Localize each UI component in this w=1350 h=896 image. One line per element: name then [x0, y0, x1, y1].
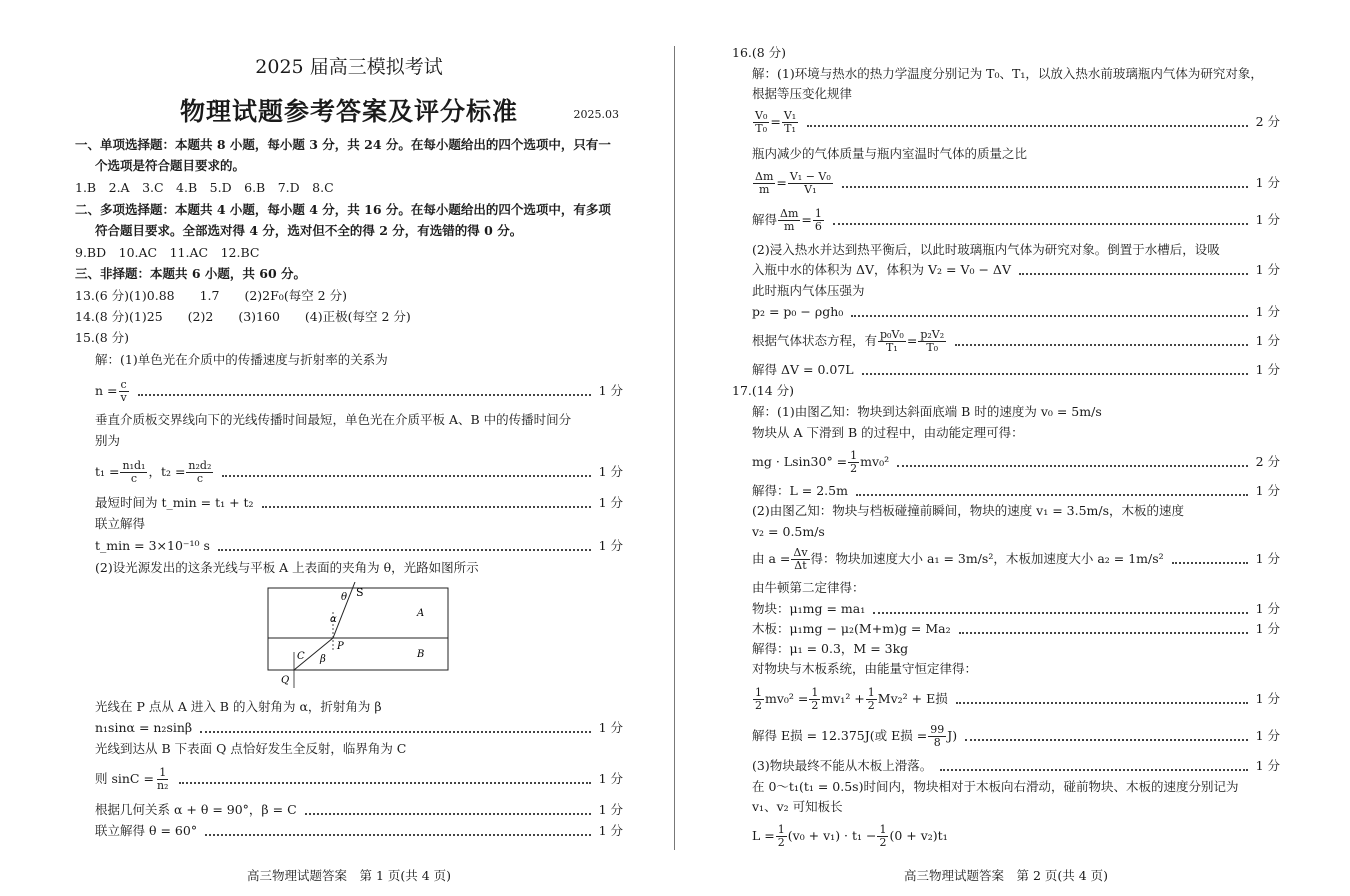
q17-eq-1: mg · Lsin30° = $\frac{1}{2}$ mv₀² 2 分 [752, 448, 1280, 475]
section-3-heading: 三、非择题：本题共 6 小题，共 60 分。 [75, 266, 307, 281]
q14-answer: 14.(8 分)(1)25 (2)2 (3)160 (4)正极(每空 2 分) [75, 309, 411, 324]
q16-eq-4: 入瓶中水的体积为 ΔV，体积为 V₂ = V₀ − ΔV 1 分 [752, 262, 1280, 277]
q17-eq-2: 解得：L = 2.5m 1 分 [752, 483, 1280, 498]
light-path-diagram [267, 582, 467, 692]
q17-line: 解得：μ₁ = 0.3，M = 3kg [752, 641, 909, 656]
label-alpha: α [330, 614, 337, 625]
label-C: C [297, 651, 305, 662]
label-beta: β [320, 654, 326, 665]
q16-heading: 16.(8 分) [732, 45, 787, 60]
q16-eq-6: 根据气体状态方程，有 $\frac{\text{p₀V₀}}{\text{T₁}}$ = $\frac{\text{p₂V₂}}{\text{T₀}}$ 1 分 [752, 327, 1280, 354]
q15-eq-2: t₁ = $\frac{\text{n₁d₁}}{c}$ ，t₂ = $\frac{\text{n₂d₂}}{c}$ 1 分 [95, 458, 623, 485]
q15-line: 光线在 P 点从 A 进入 B 的入射角为 α，折射角为 β [95, 699, 382, 714]
q16-line: 瓶内减少的气体质量与瓶内室温时气体的质量之比 [752, 146, 1028, 161]
q15-eq-4: t_min = 3×10⁻¹⁰ s 1 分 [95, 538, 623, 553]
answers-9-12: 9.BD 10.AC 11.AC 12.BC [75, 245, 260, 260]
q17-heading: 17.(14 分) [732, 383, 795, 398]
q16-line: 此时瓶内气体压强为 [752, 283, 865, 298]
q13-answer: 13.(6 分)(1)0.88 1.7 (2)2F₀(每空 2 分) [75, 288, 347, 303]
q15-line: 解：(1)单色光在介质中的传播速度与折射率的关系为 [95, 352, 388, 367]
q16-eq-7: 解得 ΔV = 0.07L 1 分 [752, 362, 1280, 377]
q16-eq-1: $\frac{\text{V₀}}{\text{T₀}}$ = $\frac{\text{V₁}}{\text{T₁}}$ 2 分 [755, 108, 1280, 135]
q15-line: 别为 [95, 433, 121, 448]
label-S: S [356, 586, 364, 599]
label-P: P [337, 641, 344, 652]
q15-eq-7: 根据几何关系 α + θ = 90°，β = C 1 分 [95, 802, 623, 817]
q17-eq-9: L = $\frac{1}{2}$ (v₀ + v₁) · t₁ − $\frac{1}{2}$ (0 + v₂)t₁ [752, 822, 948, 849]
q17-eq-5: 木板：μ₁mg − μ₂(M+m)g = Ma₂ 1 分 [752, 621, 1280, 636]
q16-line: 解：(1)环境与热水的热力学温度分别记为 T₀、T₁，以放入热水前玻璃瓶内气体为研究对象， [752, 66, 1263, 81]
q15-eq-6: 则 sinC = $\frac{1}{\text{n₂}}$ 1 分 [95, 765, 623, 792]
label-B: B [417, 649, 425, 660]
main-title: 物理试题参考答案及评分标准 [179, 97, 518, 126]
answers-1-8: 1.B 2.A 3.C 4.B 5.D 6.B 7.D 8.C [75, 180, 334, 195]
section-2-heading-cont: 符合题目要求。全部选对得 4 分，选对但不全的得 2 分，有选错的得 0 分。 [95, 223, 523, 238]
q15-line: 垂直介质板交界线向下的光线传播时间最短，单色光在介质平板 A、B 中的传播时间分 [95, 412, 572, 427]
q15-line: (2)设光源发出的这条光线与平板 A 上表面的夹角为 θ，光路如图所示 [95, 560, 479, 575]
q17-eq-8: (3)物块最终不能从木板上滑落。 1 分 [752, 758, 1280, 773]
q15-eq-5: n₁sinα = n₂sinβ 1 分 [95, 720, 623, 735]
q16-line: 根据等压变化规律 [752, 86, 853, 101]
section-1-heading-cont: 个选项是符合题目要求的。 [95, 158, 246, 173]
right-page [732, 0, 1280, 896]
q16-eq-2: $\frac{\Delta m}{m}$ = $\frac{\text{V₁ − V₀}}{\text{V₁}}$ 1 分 [755, 169, 1280, 196]
q17-line: (2)由图乙知：物块与档板碰撞前瞬间，物块的速度 v₁ = 3.5m/s，木板的速度 [752, 503, 1185, 518]
q15-line: 联立解得 [95, 516, 146, 531]
column-divider [674, 46, 675, 850]
page-footer-right: 高三物理试题答案 第 2 页(共 4 页) [903, 868, 1109, 883]
q15-heading: 15.(8 分) [75, 330, 130, 345]
q15-line: 光线到达从 B 下表面 Q 点恰好发生全反射，临界角为 C [95, 741, 407, 756]
q17-line: 在 0～t₁(t₁ = 0.5s)时间内，物块相对于木板向右滑动，碰前物块、木板的速度分别记为 [752, 779, 1239, 794]
exam-title: 2025 届高三模拟考试 [255, 56, 443, 78]
q17-line: v₂ = 0.5m/s [752, 524, 825, 539]
q15-eq-8: 联立解得 θ = 60° 1 分 [95, 823, 623, 838]
q15-eq-1: n = $\frac{c}{v}$ 1 分 [95, 377, 623, 404]
q17-line: 解：(1)由图乙知：物块到达斜面底端 B 时的速度为 v₀ = 5m/s [752, 404, 1102, 419]
q16-eq-5: p₂ = p₀ − ρgh₀ 1 分 [752, 304, 1280, 319]
label-A: A [417, 608, 425, 619]
q17-eq-6: $\frac{1}{2}$ mv₀² = $\frac{1}{2}$ mv₁² + $\frac{1}{2}$ Mv₂² + E损 1 分 [755, 685, 1280, 712]
q17-line: 物块从 A 下滑到 B 的过程中，由动能定理可得： [752, 425, 1024, 440]
section-2-heading: 二、多项选择题：本题共 4 小题，每小题 4 分，共 16 分。在每小题给出的四个选项中，有多项 [75, 202, 611, 217]
page-footer-left: 高三物理试题答案 第 1 页(共 4 页) [246, 868, 452, 883]
q17-eq-3: 由 a = $\frac{\Delta v}{\Delta t}$ 得：物块加速度大小 a₁ = 3m/s²，木板加速度大小 a₂ = 1m/s² 1 分 [752, 545, 1280, 572]
label-theta: θ [341, 592, 348, 603]
section-1-heading: 一、单项选择题：本题共 8 小题，每小题 3 分，共 24 分。在每小题给出的四个选项中，只有一 [75, 137, 611, 152]
q15-eq-3: 最短时间为 t_min = t₁ + t₂ 1 分 [95, 495, 623, 510]
exam-date: 2025.03 [573, 108, 619, 121]
left-page [75, 0, 623, 896]
q17-line: v₁、v₂ 可知板长 [752, 799, 843, 814]
q17-eq-4: 物块：μ₁mg = ma₁ 1 分 [752, 601, 1280, 616]
q17-line: 由牛顿第二定律得： [752, 580, 865, 595]
label-Q: Q [281, 675, 290, 686]
q16-eq-3: 解得 $\frac{\Delta m}{m}$ = $\frac{1}{6}$ 1 分 [752, 206, 1280, 233]
q17-line: 对物块与木板系统，由能量守恒定律得： [752, 661, 978, 676]
q16-line: (2)浸入热水并达到热平衡后，以此时玻璃瓶内气体为研究对象。倒置于水槽后，设吸 [752, 242, 1220, 257]
q17-eq-7: 解得 E损 = 12.375J(或 E损 = $\frac{99}{8}$ J) 1 分 [752, 722, 1280, 749]
